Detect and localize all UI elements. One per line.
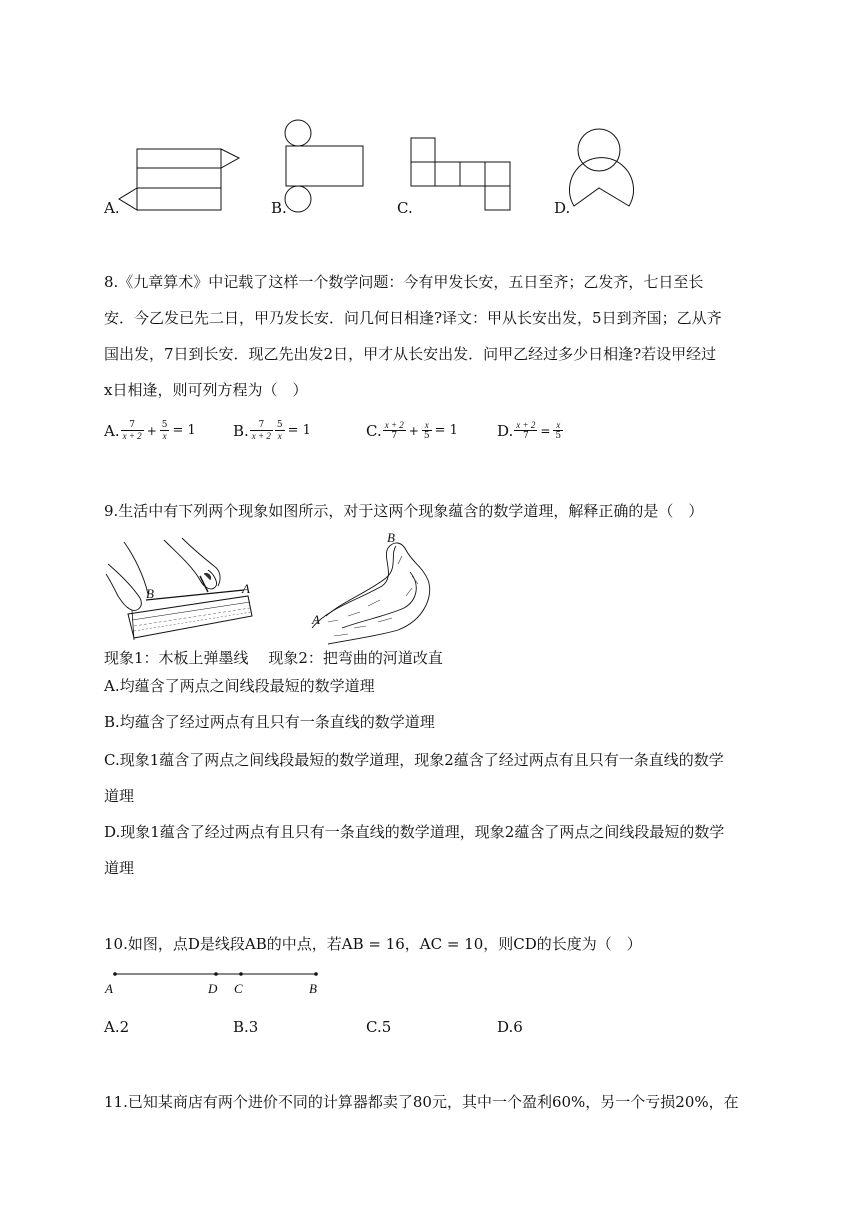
point-c [239,972,243,976]
point-b [314,972,318,976]
q8-option-a-label: A. [104,421,120,440]
q8-line-3: 国出发，7日到长安．现乙先出发2日，甲才从长安出发．问甲乙经过多少日相逢?若设甲经过 [104,345,717,363]
q8-option-c[interactable]: C. $\frac{x + 2}{7}$ + $\frac{x}{5}$ = 1 [366,420,458,441]
q9-option-c-line-2: 道理 [104,787,135,805]
fraction: $\frac{x + 2}{7}$ [516,420,536,441]
fraction: $\frac{7}{x + 2}$ [251,420,271,441]
fraction: $\frac{x + 2}{7}$ [384,420,404,441]
q11-line-1: 11.已知某商店有两个进价不同的计算器都卖了80元，其中一个盈利60%，另一个亏损20%，在 [104,1093,739,1111]
point-a [113,972,117,976]
figure-d-cone-net [568,128,638,218]
fraction: $\frac{5}{x}$ [276,420,283,441]
phenomenon-1-illustration [104,536,264,646]
figure-a-prism-net [116,144,246,214]
q9-stem: 9.生活中有下列两个现象如图所示，对于这两个现象蕴含的数学道理，解释正确的是（ ） [104,502,704,520]
point-b-label: B [309,981,317,996]
option-d-label: D. [554,199,571,217]
point-a-label-2: A [312,612,320,627]
q9-caption: 现象1：木板上弹墨线 现象2：把弯曲的河道改直 [104,649,443,667]
fraction: $\frac{x}{5}$ [555,420,562,441]
option-c-label: C. [397,199,413,217]
fraction: $\frac{x}{5}$ [423,420,430,441]
point-b-label-1: B [146,586,154,601]
q9-option-b[interactable]: B.均蕴含了经过两点有且只有一条直线的数学道理 [104,713,435,731]
option-b-label: B. [271,199,287,217]
q8-option-d[interactable]: D. $\frac{x + 2}{7}$ = $\frac{x}{5}$ [497,420,562,441]
q9-option-a[interactable]: A.均蕴含了两点之间线段最短的数学道理 [104,677,375,695]
point-c-label: C [234,981,243,996]
q10-option-c[interactable]: C.5 [366,1018,392,1036]
fraction: $\frac{5}{x}$ [161,420,168,441]
point-d-label: D [208,981,218,996]
q10-option-b[interactable]: B.3 [233,1018,259,1036]
q10-option-a[interactable]: A.2 [104,1018,130,1036]
q8-option-d-label: D. [497,421,514,440]
phenomenon-2-illustration [308,536,438,646]
q10-stem: 10.如图，点D是线段AB的中点，若AB = 16，AC = 10，则CD的长度为（ ） [104,935,642,953]
q9-option-d-line-1[interactable]: D.现象1蕴含了经过两点有且只有一条直线的数学道理，现象2蕴含了两点之间线段最短的数学 [104,823,725,841]
option-a-label: A. [104,199,120,217]
q8-line-4: x日相逢，则可列方程为（ ） [104,381,308,399]
point-a-label: A [105,981,113,996]
segment-diagram [108,966,328,980]
point-a-label-1: A [242,581,250,596]
fraction: $\frac{7}{x + 2}$ [122,420,142,441]
q8-line-2: 安．今乙发已先二日，甲乃发长安．问几何日相逢?译文：甲从长安出发，5日到齐国；乙从齐 [104,309,722,327]
point-b-label-2: B [387,530,395,545]
q9-option-d-line-2: 道理 [104,859,135,877]
figure-c-cube-net [410,137,520,217]
q8-line-1: 8.《九章算术》中记载了这样一个数学问题：今有甲发长安，五日至齐；乙发齐，七日至长 [104,273,704,291]
q8-option-c-label: C. [366,421,382,440]
q10-option-d[interactable]: D.6 [497,1018,523,1036]
q8-option-b-label: B. [233,421,249,440]
q8-option-b[interactable]: B. $\frac{7}{x + 2}$ $\frac{5}{x}$ = 1 [233,420,311,441]
q8-option-a[interactable]: A. $\frac{7}{x + 2}$ + $\frac{5}{x}$ = 1 [104,420,196,441]
point-d [214,972,218,976]
figure-b-cylinder-net [280,118,370,218]
q9-option-c-line-1[interactable]: C.现象1蕴含了两点之间线段最短的数学道理，现象2蕴含了经过两点有且只有一条直线的数学 [104,751,724,769]
